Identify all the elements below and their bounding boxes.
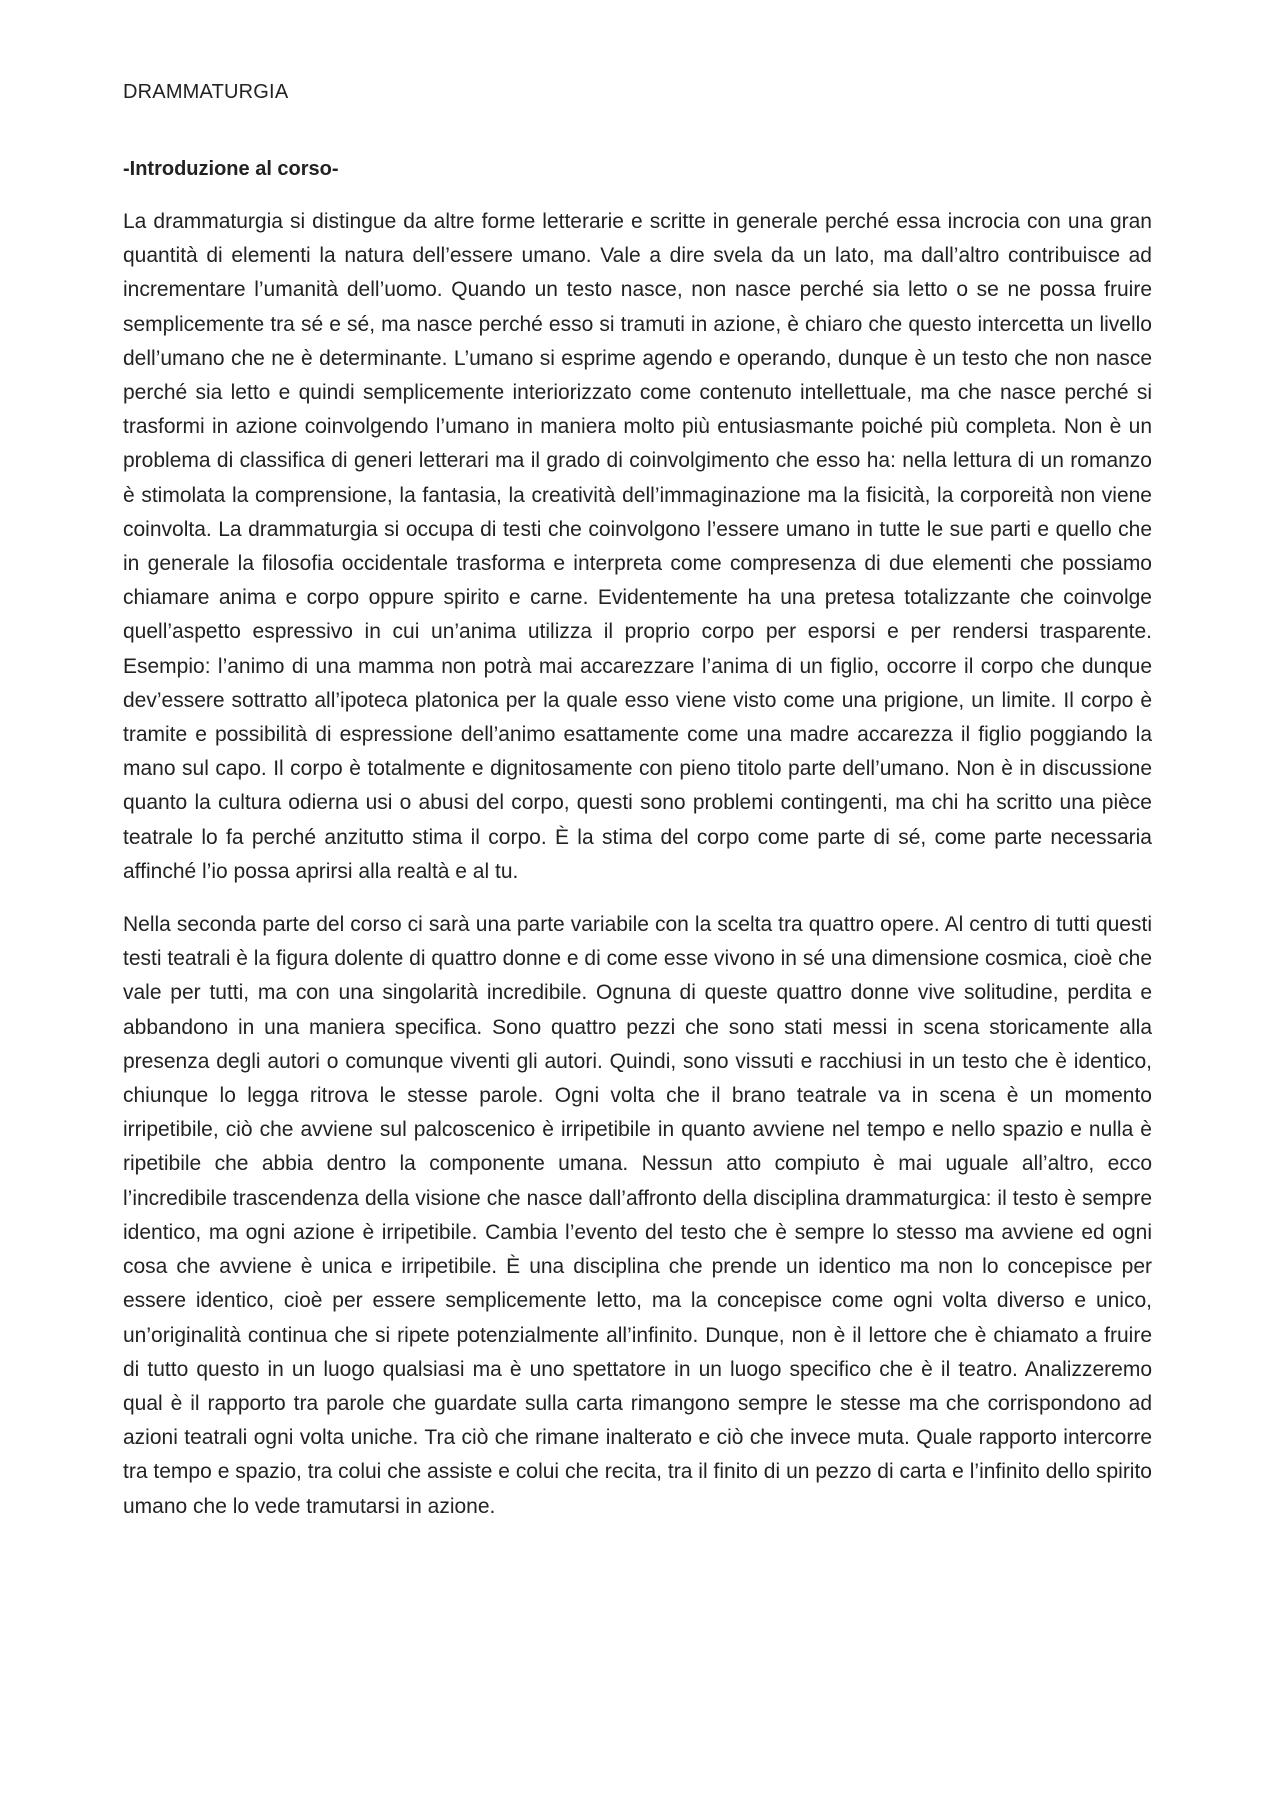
- paragraph-2: Nella seconda parte del corso ci sarà una parte variabile con la scelta tra quattro opere. Al centro di tutti questi testi teatrali è la figura dolente di quattro donne e di come esse vivono in sé una dimensione cosmica, cioè che vale per tutti, ma con una singolarità incredibile. Ognuna di queste quattro donne vive solitudine, perdita e abbandono in una maniera specifica. Sono quattro pezzi che sono stati messi in scena storicamente alla presenza degli autori o comunque viventi gli autori. Quindi, sono vissuti e racchiusi in un testo che è identico, chiunque lo legga ritrova le stesse parole. Ogni volta che il brano teatrale va in scena è un momento irripetibile, ciò che avviene sul palcoscenico è irripetibile in quanto avviene nel tempo e nello spazio e nulla è ripetibile che abbia dentro la componente umana. Nessun atto compiuto è mai uguale all’altro, ecco l’incredibile trascendenza della visione che nasce dall’affronto della disciplina drammaturgica: il testo è sempre identico, ma ogni azione è irripetibile. Cambia l’evento del testo che è sempre lo stesso ma avviene ed ogni cosa che avviene è unica e irripetibile. È una disciplina che prende un identico ma non lo concepisce per essere identico, cioè per essere semplicemente letto, ma la concepisce come ogni volta diverso e unico, un’originalità continua che si ripete potenzialmente all’infinito. Dunque, non è il lettore che è chiamato a fruire di tutto questo in un luogo qualsiasi ma è uno spettatore in un luogo specifico che è il teatro. Analizzeremo qual è il rapporto tra parole che guardate sulla carta rimangono sempre le stesse ma che corrispondono ad azioni teatrali ogni volta uniche. Tra ciò che rimane inalterato e ciò che invece muta. Quale rapporto intercorre tra tempo e spazio, tra colui che assiste e colui che recita, tra il finito di un pezzo di carta e l’infinito dello spirito umano che lo vede tramutarsi in azione.: [123, 913, 1152, 1518]
- section-title: -Introduzione al corso-: [123, 158, 339, 180]
- paragraph-1: La drammaturgia si distingue da altre forme letterarie e scritte in generale perché essa incrocia con una gran quantità di elementi la natura dell’essere umano. Vale a dire svela da un lato, ma dall’altro contribuisce ad incrementare l’umanità dell’uomo. Quando un testo nasce, non nasce perché sia letto o se ne possa fruire semplicemente tra sé e sé, ma nasce perché esso si tramuti in azione, è chiaro che questo intercetta un livello dell’umano che ne è determinante. L’umano si esprime agendo e operando, dunque è un testo che non nasce perché sia letto e quindi semplicemente interiorizzato come contenuto intellettuale, ma che nasce perché si trasformi in azione coinvolgendo l’umano in maniera molto più entusiasmante poiché più completa. Non è un problema di classifica di generi letterari ma il grado di coinvolgimento che esso ha: nella lettura di un romanzo è stimolata la comprensione, la fantasia, la creatività dell’immaginazione ma la fisicità, la corporeità non viene coinvolta. La drammaturgia si occupa di testi che coinvolgono l’essere umano in tutte le sue parti e quello che in generale la filosofia occidentale trasforma e interpreta come compresenza di due elementi che possiamo chiamare anima e corpo oppure spirito e carne. Evidentemente ha una pretesa totalizzante che coinvolge quell’aspetto espressivo in cui un’anima utilizza il proprio corpo per esporsi e per rendersi trasparente. Esempio: l’animo di una mamma non potrà mai accarezzare l’anima di un figlio, occorre il corpo che dunque dev’essere sottratto all’ipoteca platonica per la quale esso viene visto come una prigione, un limite. Il corpo è tramite e possibilità di espressione dell’animo esattamente come una madre accarezza il figlio poggiando la mano sul capo. Il corpo è totalmente e dignitosamente con pieno titolo parte dell’umano. Non è in discussione quanto la cultura odierna usi o abusi del corpo, questi sono problemi contingenti, ma chi ha scritto una pièce teatrale lo fa perché anzitutto stima il corpo. È la stima del corpo come parte di sé, come parte necessaria affinché l’io possa aprirsi alla realtà e al tu.: [123, 210, 1152, 883]
- document-header: DRAMMATURGIA: [123, 81, 289, 103]
